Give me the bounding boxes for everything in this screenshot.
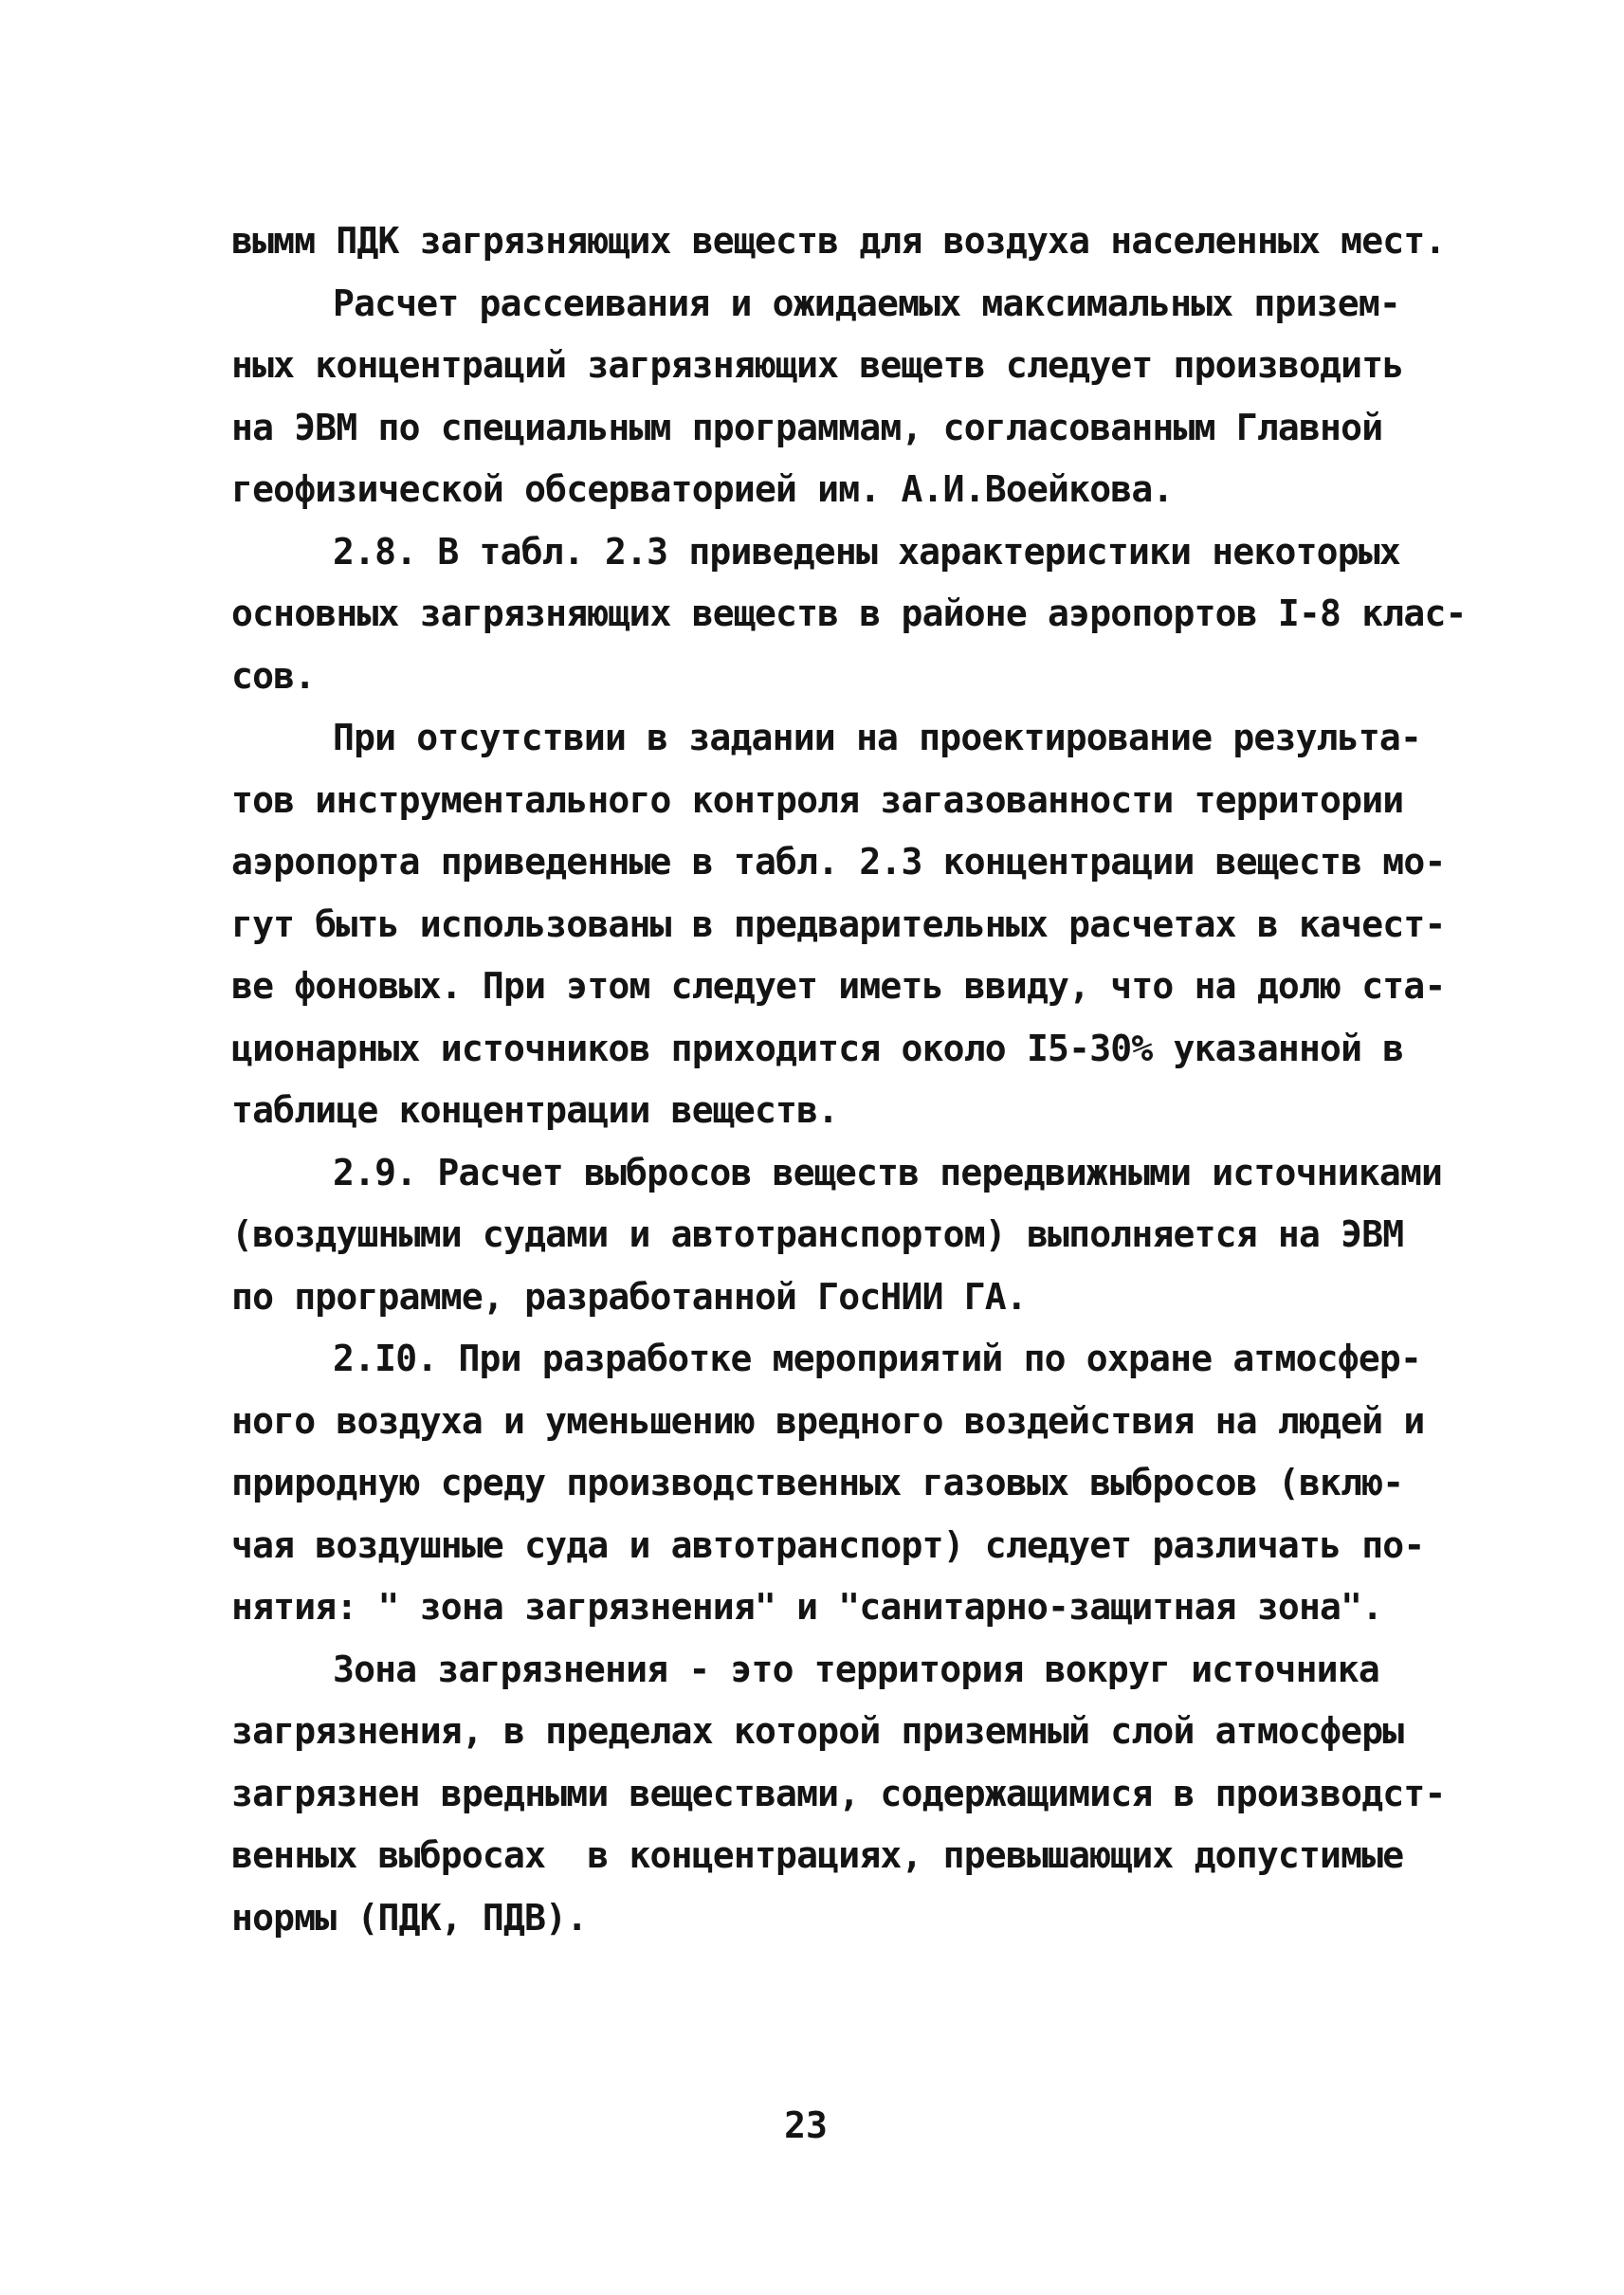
text-line: Расчет рассеивания и ожидаемых максимальных призем- bbox=[333, 282, 1400, 324]
text-line: геофизической обсерваторией им. А.И.Воейкова. bbox=[231, 468, 1174, 510]
section-2-10-line: 2.I0. При разработке мероприятий по охране атмосфер- bbox=[333, 1338, 1422, 1379]
text-line: При отсутствии в задании на проектирование результа- bbox=[333, 717, 1422, 758]
text-line: загрязнен вредными веществами, содержащимися в производст- bbox=[231, 1772, 1446, 1814]
text-line: таблице концентрации веществ. bbox=[231, 1089, 839, 1131]
text-line: Зона загрязнения - это территория вокруг источника bbox=[333, 1648, 1379, 1690]
text-line: ного воздуха и уменьшению вредного воздействия на людей и bbox=[231, 1399, 1425, 1442]
text-line: загрязнения, в пределах которой приземный слой атмосферы bbox=[231, 1710, 1404, 1752]
text-line: венных выбросах в концентрациях, превышающих допустимые bbox=[231, 1834, 1404, 1876]
page-number: 23 bbox=[784, 2104, 828, 2146]
text-line: основных загрязняющих веществ в районе аэропортов I-8 клас- bbox=[231, 592, 1467, 634]
text-line: природную среду производственных газовых выбросов (вклю- bbox=[231, 1462, 1404, 1503]
text-line: чая воздушные суда и автотранспорт) следует различать по- bbox=[231, 1523, 1425, 1566]
text-line: нормы (ПДК, ПДВ). bbox=[231, 1896, 588, 1939]
text-line: вымм ПДК загрязняющих веществ для воздуха населенных мест. bbox=[231, 220, 1446, 262]
text-line: (воздушными судами и автотранспортом) выполняется на ЭВМ bbox=[231, 1213, 1404, 1255]
text-line: нятия: " зона загрязнения" и "санитарно-защитная зона". bbox=[231, 1586, 1383, 1628]
text-line: ционарных источников приходится около I5-30% указанной в bbox=[231, 1027, 1404, 1069]
text-line: сов. bbox=[231, 654, 316, 697]
text-line: ве фоновых. При этом следует иметь ввиду, что на долю ста- bbox=[231, 965, 1446, 1007]
text-line: гут быть использованы в предварительных расчетах в качест- bbox=[231, 902, 1446, 945]
text-line: тов инструментального контроля загазованности территории bbox=[231, 778, 1404, 821]
text-line: по программе, разработанной ГосНИИ ГА. bbox=[231, 1275, 1027, 1318]
section-2-8-line: 2.8. В табл. 2.3 приведены характеристики некоторых bbox=[333, 530, 1400, 573]
section-2-9-line: 2.9. Расчет выбросов веществ передвижными источниками bbox=[333, 1151, 1443, 1193]
text-line: на ЭВМ по специальным программам, согласованным Главной bbox=[231, 406, 1383, 448]
text-line: ных концентраций загрязняющих вещетв следует производить bbox=[231, 344, 1404, 386]
body-text bbox=[231, 210, 1467, 1949]
text-line: аэропорта приведенные в табл. 2.3 концентрации веществ мо- bbox=[231, 841, 1446, 883]
